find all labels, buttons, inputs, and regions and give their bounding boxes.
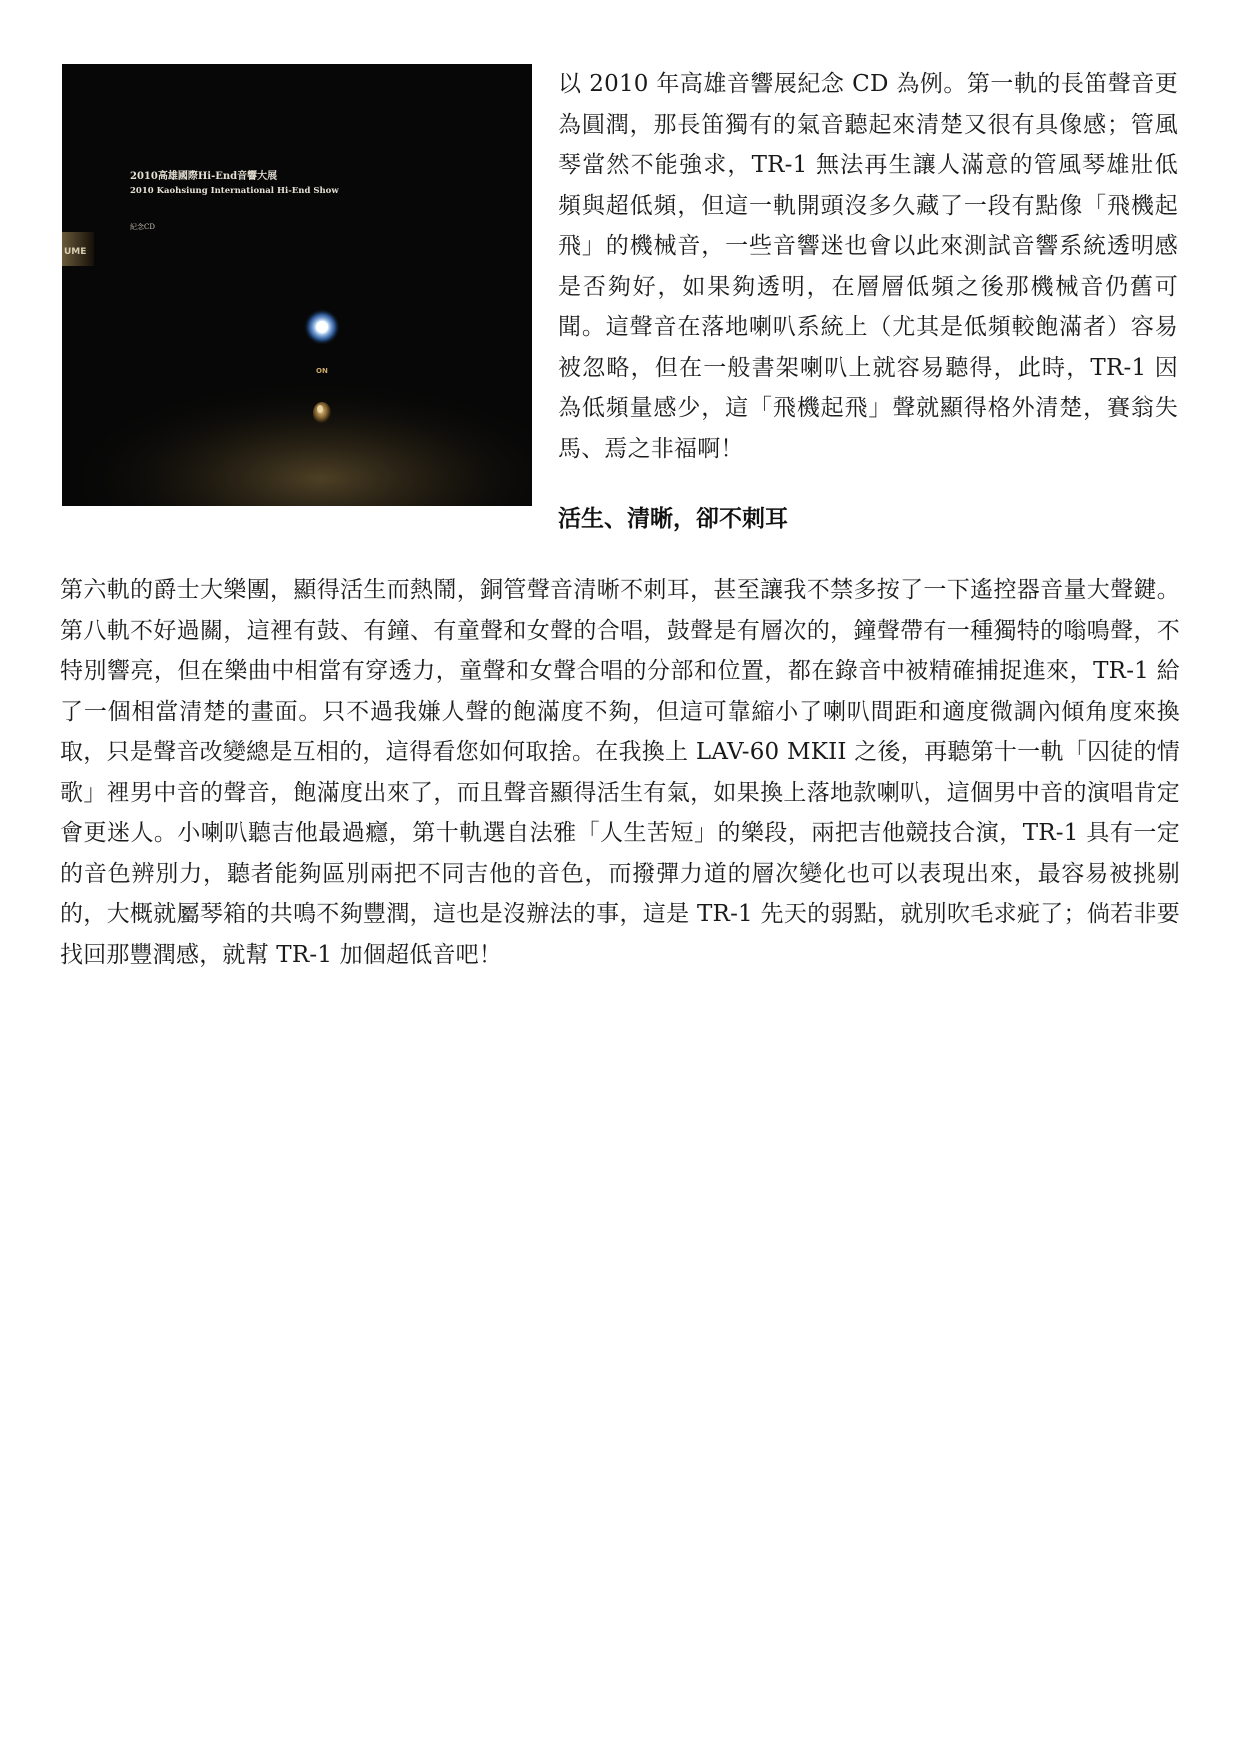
intro-column [558,64,1178,539]
cd-subtitle: 紀念CD [130,223,155,231]
body-paragraph: 第六軌的爵士大樂團，顯得活生而熱鬧，銅管聲音清晰不刺耳，甚至讓我不禁多按了一下遙控器音量大聲鍵。第八軌不好過關，這裡有鼓、有鐘、有童聲和女聲的合唱，鼓聲是有層次的，鐘聲帶有一種獨特的嗡鳴聲，不特別響亮，但在樂曲中相當有穿透力，童聲和女聲合唱的分部和位置，都在錄音中被精確捕捉進來，TR-1 給了一個相當清楚的畫面。只不過我嫌人聲的飽滿度不夠，但這可靠縮小了喇叭間距和適度微調內傾角度來換取，只是聲音改變總是互相的，這得看您如何取捨。在我換上 LAV-60 MKII 之後，再聽第十一軌「囚徒的情歌」裡男中音的聲音，飽滿度出來了，而且聲音顯得活生有氣，如果換上落地款喇叭，這個男中音的演唱肯定會更迷人。小喇叭聽吉他最過癮，第十軌選自法雅「人生苦短」的樂段，兩把吉他競技合演，TR-1 具有一定的音色辨別力，聽者能夠區別兩把不同吉他的音色，而撥彈力道的層次變化也可以表現出來，最容易被挑剔的，大概就屬琴箱的共鳴不夠豐潤，這也是沒辦法的事，這是 TR-1 先天的弱點，就別吹毛求疵了；倘若非要找回那豐潤感，就幫 TR-1 加個超低音吧！ [60,577,1180,968]
intro-paragraph: 以 2010 年高雄音響展紀念 CD 為例。第一軌的長笛聲音更為圓潤，那長笛獨有的氣音聽起來清楚又很有具像感；管風琴當然不能強求，TR-1 無法再生讓人滿意的管風琴雄壯低頻與超低頻，但這一軌開頭沒多久藏了一段有點像「飛機起飛」的機械音，一些音響迷也會以此來測試音響系統透明感是否夠好，如果夠透明，在層層低頻之後那機械音仍舊可聞。這聲音在落地喇叭系統上（尤其是低頻較飽滿者）容易被忽略，但在一般書架喇叭上就容易聽得，此時，TR-1 因為低頻量感少，這「飛機起飛」聲就顯得格外清楚，賽翁失馬、焉之非福啊！ [558,71,1178,462]
toggle-switch-icon [313,402,331,424]
cd-product-photo [62,64,532,506]
cd-title-zh: 2010高雄國際Hi-End音響大展 [130,171,278,182]
section-heading: 活生、清晰，卻不刺耳 [558,506,788,532]
device-edge-label: UME [64,247,87,257]
device-on-label: ON [316,367,328,375]
cd-title-en: 2010 Kaohsiung International Hi-End Show [130,186,339,196]
